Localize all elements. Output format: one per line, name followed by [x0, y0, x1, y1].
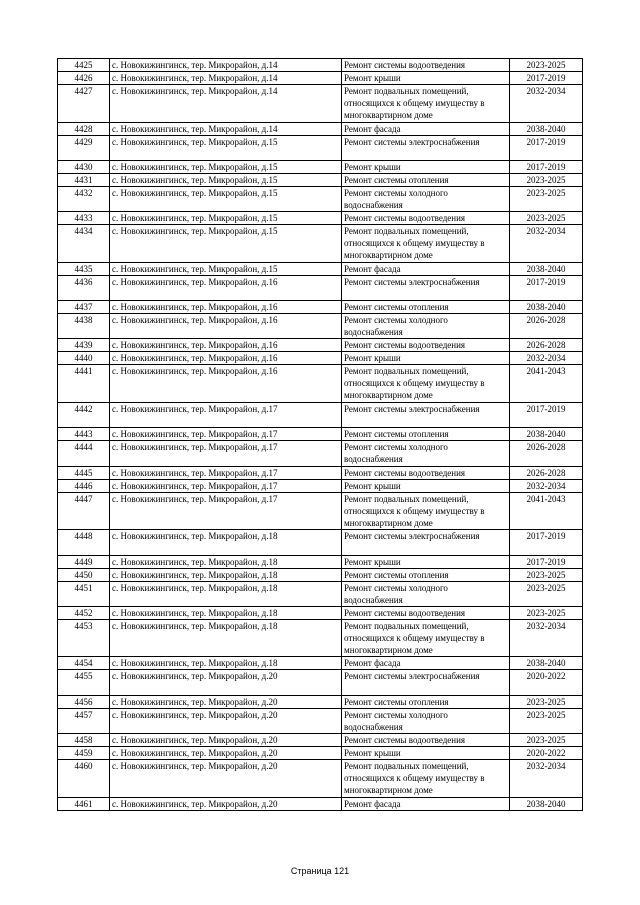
row-address: с. Новокижингинск, тер. Микрорайон, д.20	[110, 746, 342, 759]
table-row	[58, 186, 583, 211]
table-row	[58, 670, 583, 695]
row-number: 4444	[58, 441, 110, 466]
row-period: 2023-2025	[510, 708, 583, 733]
row-address: с. Новокижингинск, тер. Микрорайон, д.15	[110, 262, 342, 275]
row-number: 4450	[58, 568, 110, 581]
row-number: 4426	[58, 72, 110, 85]
table-row	[58, 708, 583, 733]
row-period: 2038-2040	[510, 122, 583, 135]
row-work-type: Ремонт системы отопления	[342, 568, 510, 581]
row-period: 2023-2025	[510, 186, 583, 211]
row-work-type: Ремонт крыши	[342, 746, 510, 759]
row-address: с. Новокижингинск, тер. Микрорайон, д.18	[110, 619, 342, 657]
table-row	[58, 72, 583, 85]
row-work-type: Ремонт крыши	[342, 479, 510, 492]
table-row	[58, 619, 583, 657]
row-address: с. Новокижингинск, тер. Микрорайон, д.20	[110, 797, 342, 810]
row-number: 4434	[58, 225, 110, 263]
row-period: 2023-2025	[510, 568, 583, 581]
row-period: 2032-2034	[510, 85, 583, 123]
table-row	[58, 441, 583, 466]
table-row	[58, 657, 583, 670]
row-work-type: Ремонт системы электроснабжения	[342, 403, 510, 428]
row-period: 2017-2019	[510, 275, 583, 300]
row-address: с. Новокижингинск, тер. Микрорайон, д.17	[110, 466, 342, 479]
row-number: 4453	[58, 619, 110, 657]
row-address: с. Новокижингинск, тер. Микрорайон, д.14	[110, 122, 342, 135]
row-period: 2032-2034	[510, 225, 583, 263]
row-period: 2032-2034	[510, 352, 583, 365]
row-number: 4451	[58, 581, 110, 606]
row-work-type: Ремонт системы отопления	[342, 428, 510, 441]
row-number: 4445	[58, 466, 110, 479]
row-number: 4425	[58, 59, 110, 72]
row-address: с. Новокижингинск, тер. Микрорайон, д.15	[110, 225, 342, 263]
row-address: с. Новокижингинск, тер. Микрорайон, д.14	[110, 72, 342, 85]
row-number: 4452	[58, 606, 110, 619]
table-row	[58, 339, 583, 352]
row-address: с. Новокижингинск, тер. Микрорайон, д.15	[110, 186, 342, 211]
row-number: 4429	[58, 135, 110, 160]
row-address: с. Новокижингинск, тер. Микрорайон, д.20	[110, 670, 342, 695]
row-address: с. Новокижингинск, тер. Микрорайон, д.16	[110, 339, 342, 352]
table-row	[58, 797, 583, 810]
row-number: 4438	[58, 314, 110, 339]
row-address: с. Новокижингинск, тер. Микрорайон, д.18	[110, 568, 342, 581]
row-number: 4455	[58, 670, 110, 695]
row-period: 2023-2025	[510, 173, 583, 186]
row-period: 2038-2040	[510, 428, 583, 441]
row-address: с. Новокижингинск, тер. Микрорайон, д.16	[110, 365, 342, 403]
row-number: 4446	[58, 479, 110, 492]
row-number: 4448	[58, 530, 110, 555]
row-work-type: Ремонт системы водоотведения	[342, 212, 510, 225]
table-row	[58, 530, 583, 555]
row-work-type: Ремонт крыши	[342, 72, 510, 85]
row-number: 4442	[58, 403, 110, 428]
row-period: 2017-2019	[510, 555, 583, 568]
table-row	[58, 479, 583, 492]
table-row	[58, 275, 583, 300]
row-address: с. Новокижингинск, тер. Микрорайон, д.17	[110, 492, 342, 530]
table-row	[58, 122, 583, 135]
row-work-type: Ремонт фасада	[342, 122, 510, 135]
table-row	[58, 135, 583, 160]
row-number: 4447	[58, 492, 110, 530]
row-work-type: Ремонт фасада	[342, 797, 510, 810]
row-address: с. Новокижингинск, тер. Микрорайон, д.20	[110, 733, 342, 746]
row-work-type: Ремонт системы электроснабжения	[342, 670, 510, 695]
table-row	[58, 59, 583, 72]
row-address: с. Новокижингинск, тер. Микрорайон, д.16	[110, 275, 342, 300]
row-period: 2023-2025	[510, 59, 583, 72]
row-number: 4439	[58, 339, 110, 352]
row-number: 4436	[58, 275, 110, 300]
row-period: 2017-2019	[510, 135, 583, 160]
table-row	[58, 225, 583, 263]
row-work-type: Ремонт системы отопления	[342, 301, 510, 314]
row-period: 2026-2028	[510, 339, 583, 352]
row-number: 4457	[58, 708, 110, 733]
row-period: 2038-2040	[510, 301, 583, 314]
row-work-type: Ремонт системы отопления	[342, 173, 510, 186]
row-work-type: Ремонт крыши	[342, 352, 510, 365]
table-row	[58, 85, 583, 123]
row-address: с. Новокижингинск, тер. Микрорайон, д.17	[110, 428, 342, 441]
row-address: с. Новокижингинск, тер. Микрорайон, д.14	[110, 59, 342, 72]
table-row	[58, 428, 583, 441]
table-row	[58, 403, 583, 428]
row-number: 4430	[58, 160, 110, 173]
row-period: 2038-2040	[510, 262, 583, 275]
row-period: 2041-2043	[510, 365, 583, 403]
row-period: 2017-2019	[510, 403, 583, 428]
row-address: с. Новокижингинск, тер. Микрорайон, д.15	[110, 173, 342, 186]
row-period: 2017-2019	[510, 160, 583, 173]
row-work-type: Ремонт системы холодного водоснабжения	[342, 581, 510, 606]
row-number: 4435	[58, 262, 110, 275]
row-work-type: Ремонт крыши	[342, 555, 510, 568]
row-address: с. Новокижингинск, тер. Микрорайон, д.15	[110, 160, 342, 173]
row-address: с. Новокижингинск, тер. Микрорайон, д.16	[110, 301, 342, 314]
row-work-type: Ремонт фасада	[342, 657, 510, 670]
row-address: с. Новокижингинск, тер. Микрорайон, д.16	[110, 314, 342, 339]
row-address: с. Новокижингинск, тер. Микрорайон, д.18	[110, 657, 342, 670]
row-work-type: Ремонт системы водоотведения	[342, 606, 510, 619]
row-number: 4440	[58, 352, 110, 365]
row-period: 2017-2019	[510, 72, 583, 85]
row-work-type: Ремонт подвальных помещений, относящихся к общему имуществу в многоквартирном доме	[342, 619, 510, 657]
row-address: с. Новокижингинск, тер. Микрорайон, д.20	[110, 695, 342, 708]
row-address: с. Новокижингинск, тер. Микрорайон, д.17	[110, 441, 342, 466]
row-number: 4449	[58, 555, 110, 568]
row-period: 2026-2028	[510, 314, 583, 339]
row-number: 4441	[58, 365, 110, 403]
table-row	[58, 160, 583, 173]
row-period: 2020-2022	[510, 746, 583, 759]
row-number: 4433	[58, 212, 110, 225]
row-period: 2023-2025	[510, 212, 583, 225]
table-row	[58, 314, 583, 339]
row-number: 4459	[58, 746, 110, 759]
row-work-type: Ремонт системы отопления	[342, 695, 510, 708]
row-period: 2032-2034	[510, 619, 583, 657]
table-body	[58, 59, 583, 811]
row-address: с. Новокижингинск, тер. Микрорайон, д.15	[110, 135, 342, 160]
row-work-type: Ремонт крыши	[342, 160, 510, 173]
row-period: 2026-2028	[510, 441, 583, 466]
row-work-type: Ремонт системы холодного водоснабжения	[342, 708, 510, 733]
row-work-type: Ремонт подвальных помещений, относящихся к общему имуществу в многоквартирном доме	[342, 759, 510, 797]
row-period: 2038-2040	[510, 657, 583, 670]
row-address: с. Новокижингинск, тер. Микрорайон, д.18	[110, 530, 342, 555]
row-number: 4454	[58, 657, 110, 670]
row-work-type: Ремонт системы холодного водоснабжения	[342, 441, 510, 466]
row-period: 2023-2025	[510, 581, 583, 606]
row-work-type: Ремонт системы водоотведения	[342, 733, 510, 746]
row-number: 4432	[58, 186, 110, 211]
table-row	[58, 759, 583, 797]
row-period: 2023-2025	[510, 606, 583, 619]
table-row	[58, 581, 583, 606]
row-number: 4437	[58, 301, 110, 314]
row-number: 4443	[58, 428, 110, 441]
row-address: с. Новокижингинск, тер. Микрорайон, д.20	[110, 708, 342, 733]
row-work-type: Ремонт подвальных помещений, относящихся к общему имуществу в многоквартирном доме	[342, 492, 510, 530]
row-work-type: Ремонт системы водоотведения	[342, 466, 510, 479]
table-row	[58, 262, 583, 275]
table-row	[58, 352, 583, 365]
row-number: 4460	[58, 759, 110, 797]
row-address: с. Новокижингинск, тер. Микрорайон, д.14	[110, 85, 342, 123]
table-row	[58, 606, 583, 619]
row-address: с. Новокижингинск, тер. Микрорайон, д.18	[110, 555, 342, 568]
table-row	[58, 301, 583, 314]
repair-schedule-table	[57, 58, 583, 811]
row-work-type: Ремонт системы холодного водоснабжения	[342, 186, 510, 211]
row-address: с. Новокижингинск, тер. Микрорайон, д.20	[110, 759, 342, 797]
row-work-type: Ремонт системы холодного водоснабжения	[342, 314, 510, 339]
row-work-type: Ремонт системы водоотведения	[342, 339, 510, 352]
row-number: 4427	[58, 85, 110, 123]
page-number: Страница 121	[290, 866, 350, 876]
table-row	[58, 568, 583, 581]
row-address: с. Новокижингинск, тер. Микрорайон, д.16	[110, 352, 342, 365]
row-period: 2023-2025	[510, 733, 583, 746]
table-row	[58, 695, 583, 708]
table-row	[58, 555, 583, 568]
row-work-type: Ремонт подвальных помещений, относящихся к общему имуществу в многоквартирном доме	[342, 225, 510, 263]
row-work-type: Ремонт системы электроснабжения	[342, 135, 510, 160]
row-period: 2032-2034	[510, 479, 583, 492]
row-work-type: Ремонт подвальных помещений, относящихся к общему имуществу в многоквартирном доме	[342, 85, 510, 123]
row-address: с. Новокижингинск, тер. Микрорайон, д.17	[110, 479, 342, 492]
table-row	[58, 492, 583, 530]
table-row	[58, 365, 583, 403]
row-work-type: Ремонт фасада	[342, 262, 510, 275]
row-period: 2023-2025	[510, 695, 583, 708]
table-row	[58, 173, 583, 186]
table-row	[58, 466, 583, 479]
row-period: 2032-2034	[510, 759, 583, 797]
row-address: с. Новокижингинск, тер. Микрорайон, д.15	[110, 212, 342, 225]
row-number: 4428	[58, 122, 110, 135]
row-number: 4461	[58, 797, 110, 810]
table-row	[58, 212, 583, 225]
row-work-type: Ремонт системы электроснабжения	[342, 275, 510, 300]
row-work-type: Ремонт системы водоотведения	[342, 59, 510, 72]
row-number: 4458	[58, 733, 110, 746]
row-number: 4456	[58, 695, 110, 708]
row-period: 2041-2043	[510, 492, 583, 530]
row-number: 4431	[58, 173, 110, 186]
table-row	[58, 733, 583, 746]
row-work-type: Ремонт подвальных помещений, относящихся к общему имуществу в многоквартирном доме	[342, 365, 510, 403]
row-address: с. Новокижингинск, тер. Микрорайон, д.18	[110, 581, 342, 606]
row-period: 2017-2019	[510, 530, 583, 555]
row-period: 2026-2028	[510, 466, 583, 479]
row-period: 2020-2022	[510, 670, 583, 695]
row-work-type: Ремонт системы электроснабжения	[342, 530, 510, 555]
row-period: 2038-2040	[510, 797, 583, 810]
row-address: с. Новокижингинск, тер. Микрорайон, д.17	[110, 403, 342, 428]
row-address: с. Новокижингинск, тер. Микрорайон, д.18	[110, 606, 342, 619]
table-row	[58, 746, 583, 759]
